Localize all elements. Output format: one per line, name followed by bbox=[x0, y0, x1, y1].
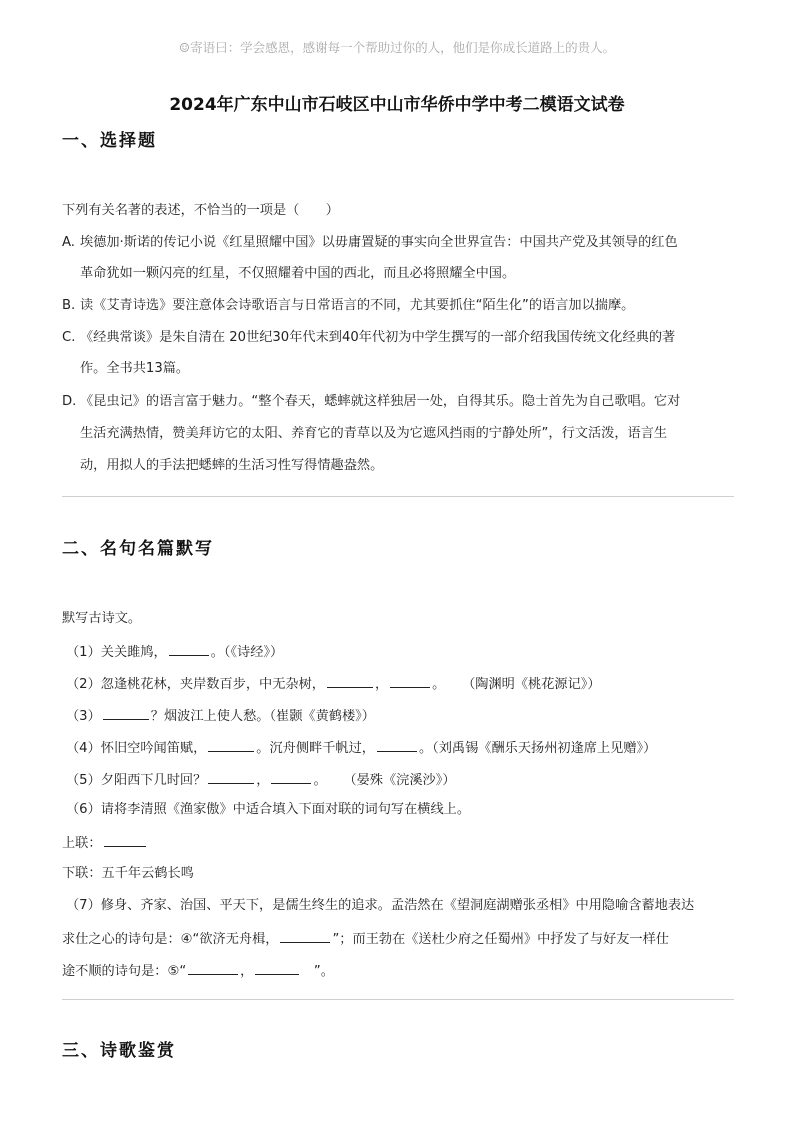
answer-blank[interactable] bbox=[208, 739, 254, 752]
recitation-q7-line1: （7）修身、齐家、治国、平天下，是儒生终生的追求。孟浩然在《望洞庭湖赠张丞相》中用隐喻含蓄地表达 bbox=[66, 898, 695, 913]
answer-blank[interactable] bbox=[208, 771, 254, 784]
option-d-cont-2: 动，用拟人的手法把蟋蟀的生活习性写得情趣盎然。 bbox=[80, 458, 384, 473]
answer-blank[interactable] bbox=[280, 930, 330, 943]
recitation-q1: （1）关关雎鸠， 。（《诗经》） bbox=[66, 645, 284, 660]
option-label: D. bbox=[62, 394, 77, 409]
option-label: B. bbox=[62, 298, 76, 313]
answer-blank[interactable] bbox=[327, 675, 373, 688]
question-stem: 下列有关名著的表述，不恰当的一项是（ ） bbox=[62, 203, 339, 218]
option-text: 《昆虫记》的语言富于魅力。“整个春天，蟋蟀就这样独居一处，自得其乐。隐士首先为自己歌唱。它对 bbox=[80, 394, 681, 409]
recitation-q7-line3: 途不顺的诗句是：⑤“ ， ”。 bbox=[62, 964, 334, 979]
answer-blank[interactable] bbox=[104, 834, 146, 847]
section-heading-poetry: 三、诗歌鉴赏 bbox=[62, 1041, 176, 1061]
option-d[interactable] bbox=[62, 394, 680, 410]
recitation-q4: （4）怀旧空吟闻笛赋， 。沉舟侧畔千帆过， 。（刘禹锡《酬乐天扬州初逢席上见赠》） bbox=[66, 741, 657, 756]
option-c-cont: 作。全书共13篇。 bbox=[80, 361, 190, 376]
answer-blank[interactable] bbox=[169, 643, 209, 656]
page-title: 2024年广东中山市石岐区中山市华侨中学中考二模语文试卷 bbox=[169, 95, 625, 115]
recitation-q3: （3） ？烟波江上使人愁。（崔颢《黄鹤楼》） bbox=[66, 709, 375, 724]
option-a[interactable] bbox=[62, 235, 678, 251]
section-divider bbox=[62, 999, 734, 1000]
option-text: 埃德加·斯诺的传记小说《红星照耀中国》以毋庸置疑的事实向全世界宣告：中国共产党及其领导的红色 bbox=[80, 235, 678, 250]
couplet-upper: 上联： bbox=[62, 834, 148, 852]
couplet-lower: 下联：五千年云鹤长鸣 bbox=[62, 866, 194, 881]
option-label: A. bbox=[62, 235, 75, 250]
answer-blank[interactable] bbox=[390, 675, 430, 688]
option-label: C. bbox=[62, 330, 76, 345]
recitation-q6: （6）请将李清照《渔家傲》中适合填入下面对联的词句写在横线上。 bbox=[66, 802, 471, 817]
option-c[interactable] bbox=[62, 330, 675, 346]
section-heading-recitation: 二、名句名篇默写 bbox=[62, 539, 214, 559]
answer-blank[interactable] bbox=[188, 962, 238, 975]
recitation-q7-line2: 求仕之心的诗句是：④“欲济无舟楫， ”；而王勃在《送杜少府之任蜀州》中抒发了与好友一样仕 bbox=[62, 932, 669, 947]
section-divider bbox=[62, 496, 734, 497]
recitation-q2: （2）忽逢桃花林，夹岸数百步，中无杂树， ， 。 （陶渊明《桃花源记》） bbox=[66, 677, 601, 692]
option-d-cont-1: 生活充满热情，赞美拜访它的太阳、养育它的青草以及为它遮风挡雨的宁静处所”，行文活泼，语言生 bbox=[80, 426, 668, 441]
option-b[interactable] bbox=[62, 298, 634, 314]
answer-blank[interactable] bbox=[377, 739, 417, 752]
answer-blank[interactable] bbox=[271, 771, 311, 784]
option-a-cont: 革命犹如一颗闪亮的红星，不仅照耀着中国的西北，而且必将照耀全中国。 bbox=[80, 266, 516, 281]
recitation-q5: （5）夕阳西下几时回？ ， 。 （晏殊《浣溪沙》） bbox=[66, 773, 456, 788]
header-motto: ☺寄语曰：学会感恩，感谢每一个帮助过你的人，他们是你成长道路上的贵人。 bbox=[178, 40, 616, 55]
answer-blank[interactable] bbox=[103, 707, 149, 720]
section-heading-choice: 一、选择题 bbox=[62, 131, 157, 151]
answer-blank[interactable] bbox=[255, 962, 299, 975]
option-text: 读《艾青诗选》要注意体会诗歌语言与日常语言的不同，尤其要抓住“陌生化”的语言加以揣摩。 bbox=[80, 298, 635, 313]
recitation-intro: 默写古诗文。 bbox=[62, 611, 142, 626]
option-text: 《经典常谈》是朱自清在 20世纪30年代末到40年代初为中学生撰写的一部介绍我国传统文化经典的著 bbox=[80, 330, 676, 345]
